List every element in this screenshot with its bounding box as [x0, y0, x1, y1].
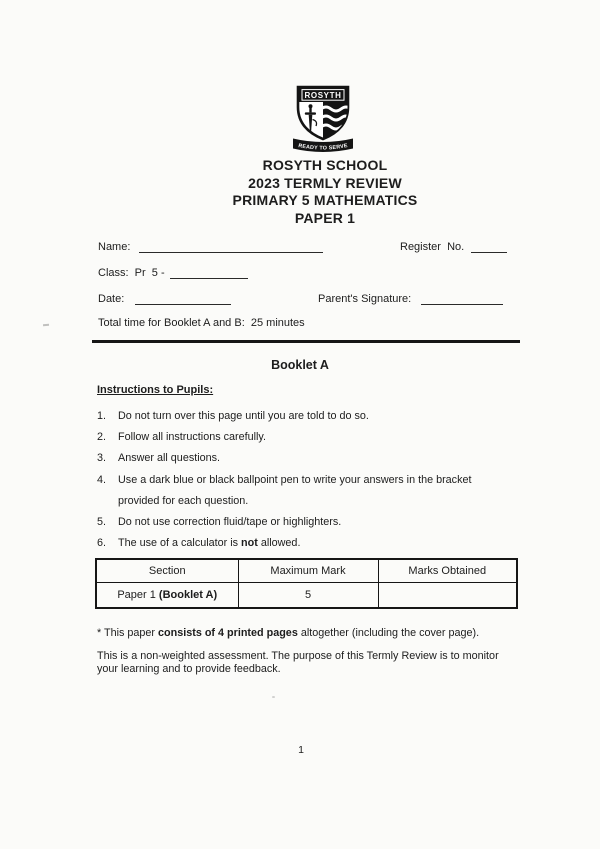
instruction-item-3 — [97, 448, 517, 469]
instruction-text: Do not turn over this page until you are told to do so. — [118, 410, 369, 422]
header-marks-obtained: Marks Obtained — [378, 559, 517, 583]
marks-table-data-row — [96, 583, 517, 609]
instruction-item-1 — [97, 406, 517, 427]
instructions-heading: Instructions to Pupils: — [97, 384, 214, 396]
assessment-note-line-2: your learning and to provide feedback. — [97, 662, 281, 675]
page-number: 1 — [298, 744, 304, 756]
title-block — [25, 157, 600, 227]
name-blank-line — [139, 251, 323, 253]
printed-pages-bold: consists of 4 printed pages — [158, 627, 298, 639]
instruction-number: 5. — [97, 516, 107, 529]
date-label: Date: — [98, 293, 125, 305]
section-divider-rule — [92, 340, 520, 343]
parent-signature-group — [318, 293, 503, 305]
header-section: Section — [96, 559, 238, 583]
review-title: 2023 TERMLY REVIEW — [248, 174, 402, 191]
instructions-list — [97, 406, 517, 554]
booklet-heading: Booklet A — [271, 358, 329, 372]
date-field-row — [98, 293, 510, 309]
instruction-item-4 — [97, 470, 517, 512]
cell-section: Paper 1 (Booklet A) — [96, 583, 238, 609]
instruction-bold-word: not — [241, 537, 258, 550]
instruction-text-line-2: provided for each question. — [118, 494, 249, 507]
subject-title: PRIMARY 5 MATHEMATICS — [232, 192, 418, 208]
cell-section-bold: (Booklet A) — [158, 589, 218, 601]
date-blank-line — [135, 303, 231, 305]
name-field-row — [98, 241, 510, 257]
parent-signature-blank-line — [421, 303, 503, 305]
scan-artifact — [43, 324, 49, 326]
assessment-note-line-1: This is a non-weighted assessment. The purpose of this Termly Review is to monitor — [97, 650, 499, 662]
parent-signature-label: Parent's Signature: — [318, 293, 412, 305]
instruction-number: 3. — [97, 452, 107, 465]
instruction-number: 4. — [97, 473, 107, 486]
instruction-item-2 — [97, 427, 517, 448]
header-maximum-mark: Maximum Mark — [238, 559, 378, 583]
instruction-text: The use of a calculator is not allowed. — [118, 537, 301, 550]
class-label: Class: Pr 5 - — [98, 267, 165, 279]
instruction-item-6 — [97, 533, 517, 554]
crest-motto-text: READY TO SERVE — [297, 143, 349, 152]
marks-table-header-row — [96, 559, 517, 583]
school-crest-logo — [292, 85, 354, 157]
class-blank-line — [170, 277, 248, 279]
assessment-note — [97, 650, 499, 675]
crest-school-name: ROSYTH — [304, 91, 342, 100]
instruction-text-line-1: Use a dark blue or black ballpoint pen to write your answers in the bracket — [118, 473, 472, 486]
total-time-note: Total time for Booklet A and B: 25 minutes — [98, 317, 305, 329]
instruction-number: 6. — [97, 537, 107, 550]
cell-marks-obtained — [378, 583, 517, 609]
register-no-label: Register No. — [400, 241, 465, 253]
instruction-item-5 — [97, 512, 517, 533]
paper-title: PAPER 1 — [294, 209, 356, 226]
printed-pages-note: * This paper consists of 4 printed pages altogether (including the cover page). — [97, 627, 480, 639]
class-field-row — [98, 267, 510, 283]
register-no-blank-line — [471, 251, 507, 253]
name-label: Name: — [98, 241, 131, 253]
instruction-text: Follow all instructions carefully. — [118, 431, 267, 444]
scan-artifact — [272, 696, 275, 698]
instruction-text: Do not use correction fluid/tape or highlighters. — [118, 516, 342, 529]
register-no-group — [400, 241, 507, 253]
marks-table — [95, 558, 518, 609]
school-name-title: ROSYTH SCHOOL — [262, 157, 388, 173]
instruction-number: 2. — [97, 431, 107, 444]
total-time-row — [98, 317, 510, 333]
instruction-number: 1. — [97, 410, 107, 422]
cell-maximum-mark: 5 — [238, 583, 378, 609]
instruction-text: Answer all questions. — [118, 452, 221, 465]
